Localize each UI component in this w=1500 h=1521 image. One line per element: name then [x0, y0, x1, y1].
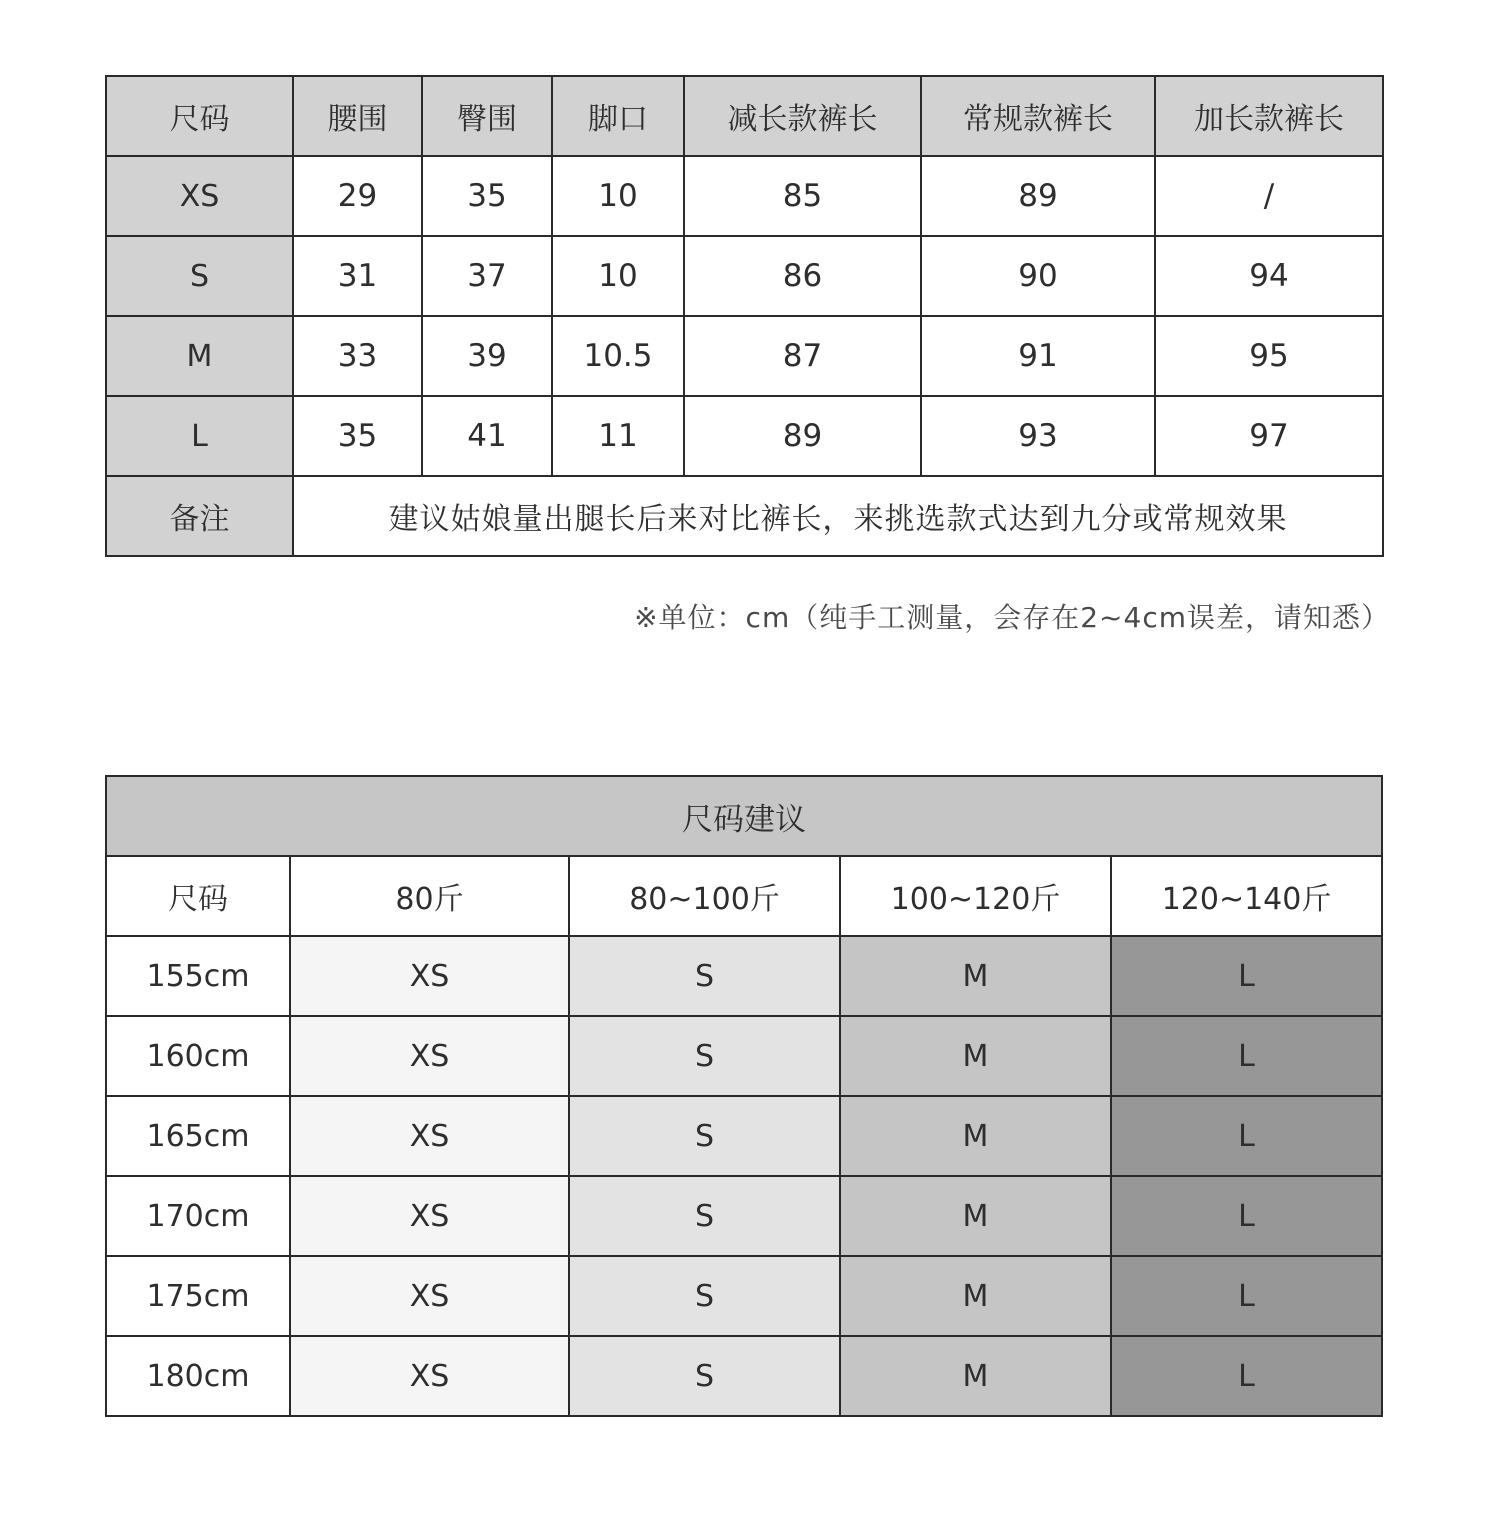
size-label: L: [106, 396, 293, 476]
size-cell: L: [1111, 1176, 1382, 1256]
leg-opening-value: 10: [552, 236, 684, 316]
size-cell: XS: [290, 1176, 569, 1256]
leg-opening-value: 10.5: [552, 316, 684, 396]
size-cell: L: [1111, 1016, 1382, 1096]
suggestion-row-175: [106, 1256, 1382, 1336]
waist-value: 31: [293, 236, 422, 316]
size-cell: L: [1111, 1256, 1382, 1336]
shortened-length-value: 85: [684, 156, 921, 236]
shortened-length-value: 87: [684, 316, 921, 396]
header-size: 尺码: [106, 76, 293, 156]
row-l: [106, 396, 1383, 476]
header-weight-100-120: 100~120斤: [840, 856, 1111, 936]
height-label: 180cm: [106, 1336, 290, 1416]
size-cell: S: [569, 1336, 840, 1416]
note-label: 备注: [106, 476, 293, 556]
header-extended-length: 加长款裤长: [1155, 76, 1383, 156]
size-cell: XS: [290, 1336, 569, 1416]
unit-note: ※单位：cm（纯手工测量，会存在2~4cm误差，请知悉）: [634, 601, 1390, 634]
hip-value: 35: [422, 156, 552, 236]
header-weight-80-100: 80~100斤: [569, 856, 840, 936]
size-cell: L: [1111, 936, 1382, 1016]
waist-value: 35: [293, 396, 422, 476]
height-label: 170cm: [106, 1176, 290, 1256]
size-cell: S: [569, 1016, 840, 1096]
suggestion-row-165: [106, 1096, 1382, 1176]
hip-value: 37: [422, 236, 552, 316]
row-s: [106, 236, 1383, 316]
size-cell: M: [840, 1016, 1111, 1096]
size-label: S: [106, 236, 293, 316]
leg-opening-value: 10: [552, 156, 684, 236]
waist-value: 33: [293, 316, 422, 396]
extended-length-value: 95: [1155, 316, 1383, 396]
measurement-header-row: [106, 76, 1383, 156]
size-cell: XS: [290, 1016, 569, 1096]
extended-length-value: 97: [1155, 396, 1383, 476]
suggestion-row-155: [106, 936, 1382, 1016]
height-label: 155cm: [106, 936, 290, 1016]
measurement-table: [105, 75, 1384, 557]
size-cell: M: [840, 1336, 1111, 1416]
height-label: 175cm: [106, 1256, 290, 1336]
size-cell: M: [840, 936, 1111, 1016]
size-label: M: [106, 316, 293, 396]
extended-length-value: /: [1155, 156, 1383, 236]
size-label: XS: [106, 156, 293, 236]
row-xs: [106, 156, 1383, 236]
size-cell: XS: [290, 1096, 569, 1176]
note-text: 建议姑娘量出腿长后来对比裤长，来挑选款式达到九分或常规效果: [293, 476, 1383, 556]
suggestion-row-180: [106, 1336, 1382, 1416]
size-cell: S: [569, 1176, 840, 1256]
header-leg-opening: 脚口: [552, 76, 684, 156]
header-size: 尺码: [106, 856, 290, 936]
size-cell: S: [569, 936, 840, 1016]
extended-length-value: 94: [1155, 236, 1383, 316]
size-cell: L: [1111, 1336, 1382, 1416]
size-cell: S: [569, 1096, 840, 1176]
suggestion-header-row: [106, 856, 1382, 936]
suggestion-title-row: [106, 776, 1382, 856]
size-cell: L: [1111, 1096, 1382, 1176]
height-label: 165cm: [106, 1096, 290, 1176]
header-waist: 腰围: [293, 76, 422, 156]
shortened-length-value: 89: [684, 396, 921, 476]
suggestion-title: 尺码建议: [106, 776, 1382, 856]
shortened-length-value: 86: [684, 236, 921, 316]
row-m: [106, 316, 1383, 396]
waist-value: 29: [293, 156, 422, 236]
header-weight-120-140: 120~140斤: [1111, 856, 1382, 936]
regular-length-value: 93: [921, 396, 1155, 476]
hip-value: 39: [422, 316, 552, 396]
header-regular-length: 常规款裤长: [921, 76, 1155, 156]
size-cell: M: [840, 1176, 1111, 1256]
leg-opening-value: 11: [552, 396, 684, 476]
header-hip: 臀围: [422, 76, 552, 156]
row-note: [106, 476, 1383, 556]
size-cell: S: [569, 1256, 840, 1336]
header-shortened-length: 减长款裤长: [684, 76, 921, 156]
size-cell: XS: [290, 1256, 569, 1336]
hip-value: 41: [422, 396, 552, 476]
suggestion-table: [105, 775, 1383, 1417]
suggestion-row-170: [106, 1176, 1382, 1256]
header-weight-80: 80斤: [290, 856, 569, 936]
size-cell: M: [840, 1256, 1111, 1336]
size-cell: M: [840, 1096, 1111, 1176]
suggestion-row-160: [106, 1016, 1382, 1096]
regular-length-value: 90: [921, 236, 1155, 316]
height-label: 160cm: [106, 1016, 290, 1096]
size-cell: XS: [290, 936, 569, 1016]
regular-length-value: 91: [921, 316, 1155, 396]
regular-length-value: 89: [921, 156, 1155, 236]
